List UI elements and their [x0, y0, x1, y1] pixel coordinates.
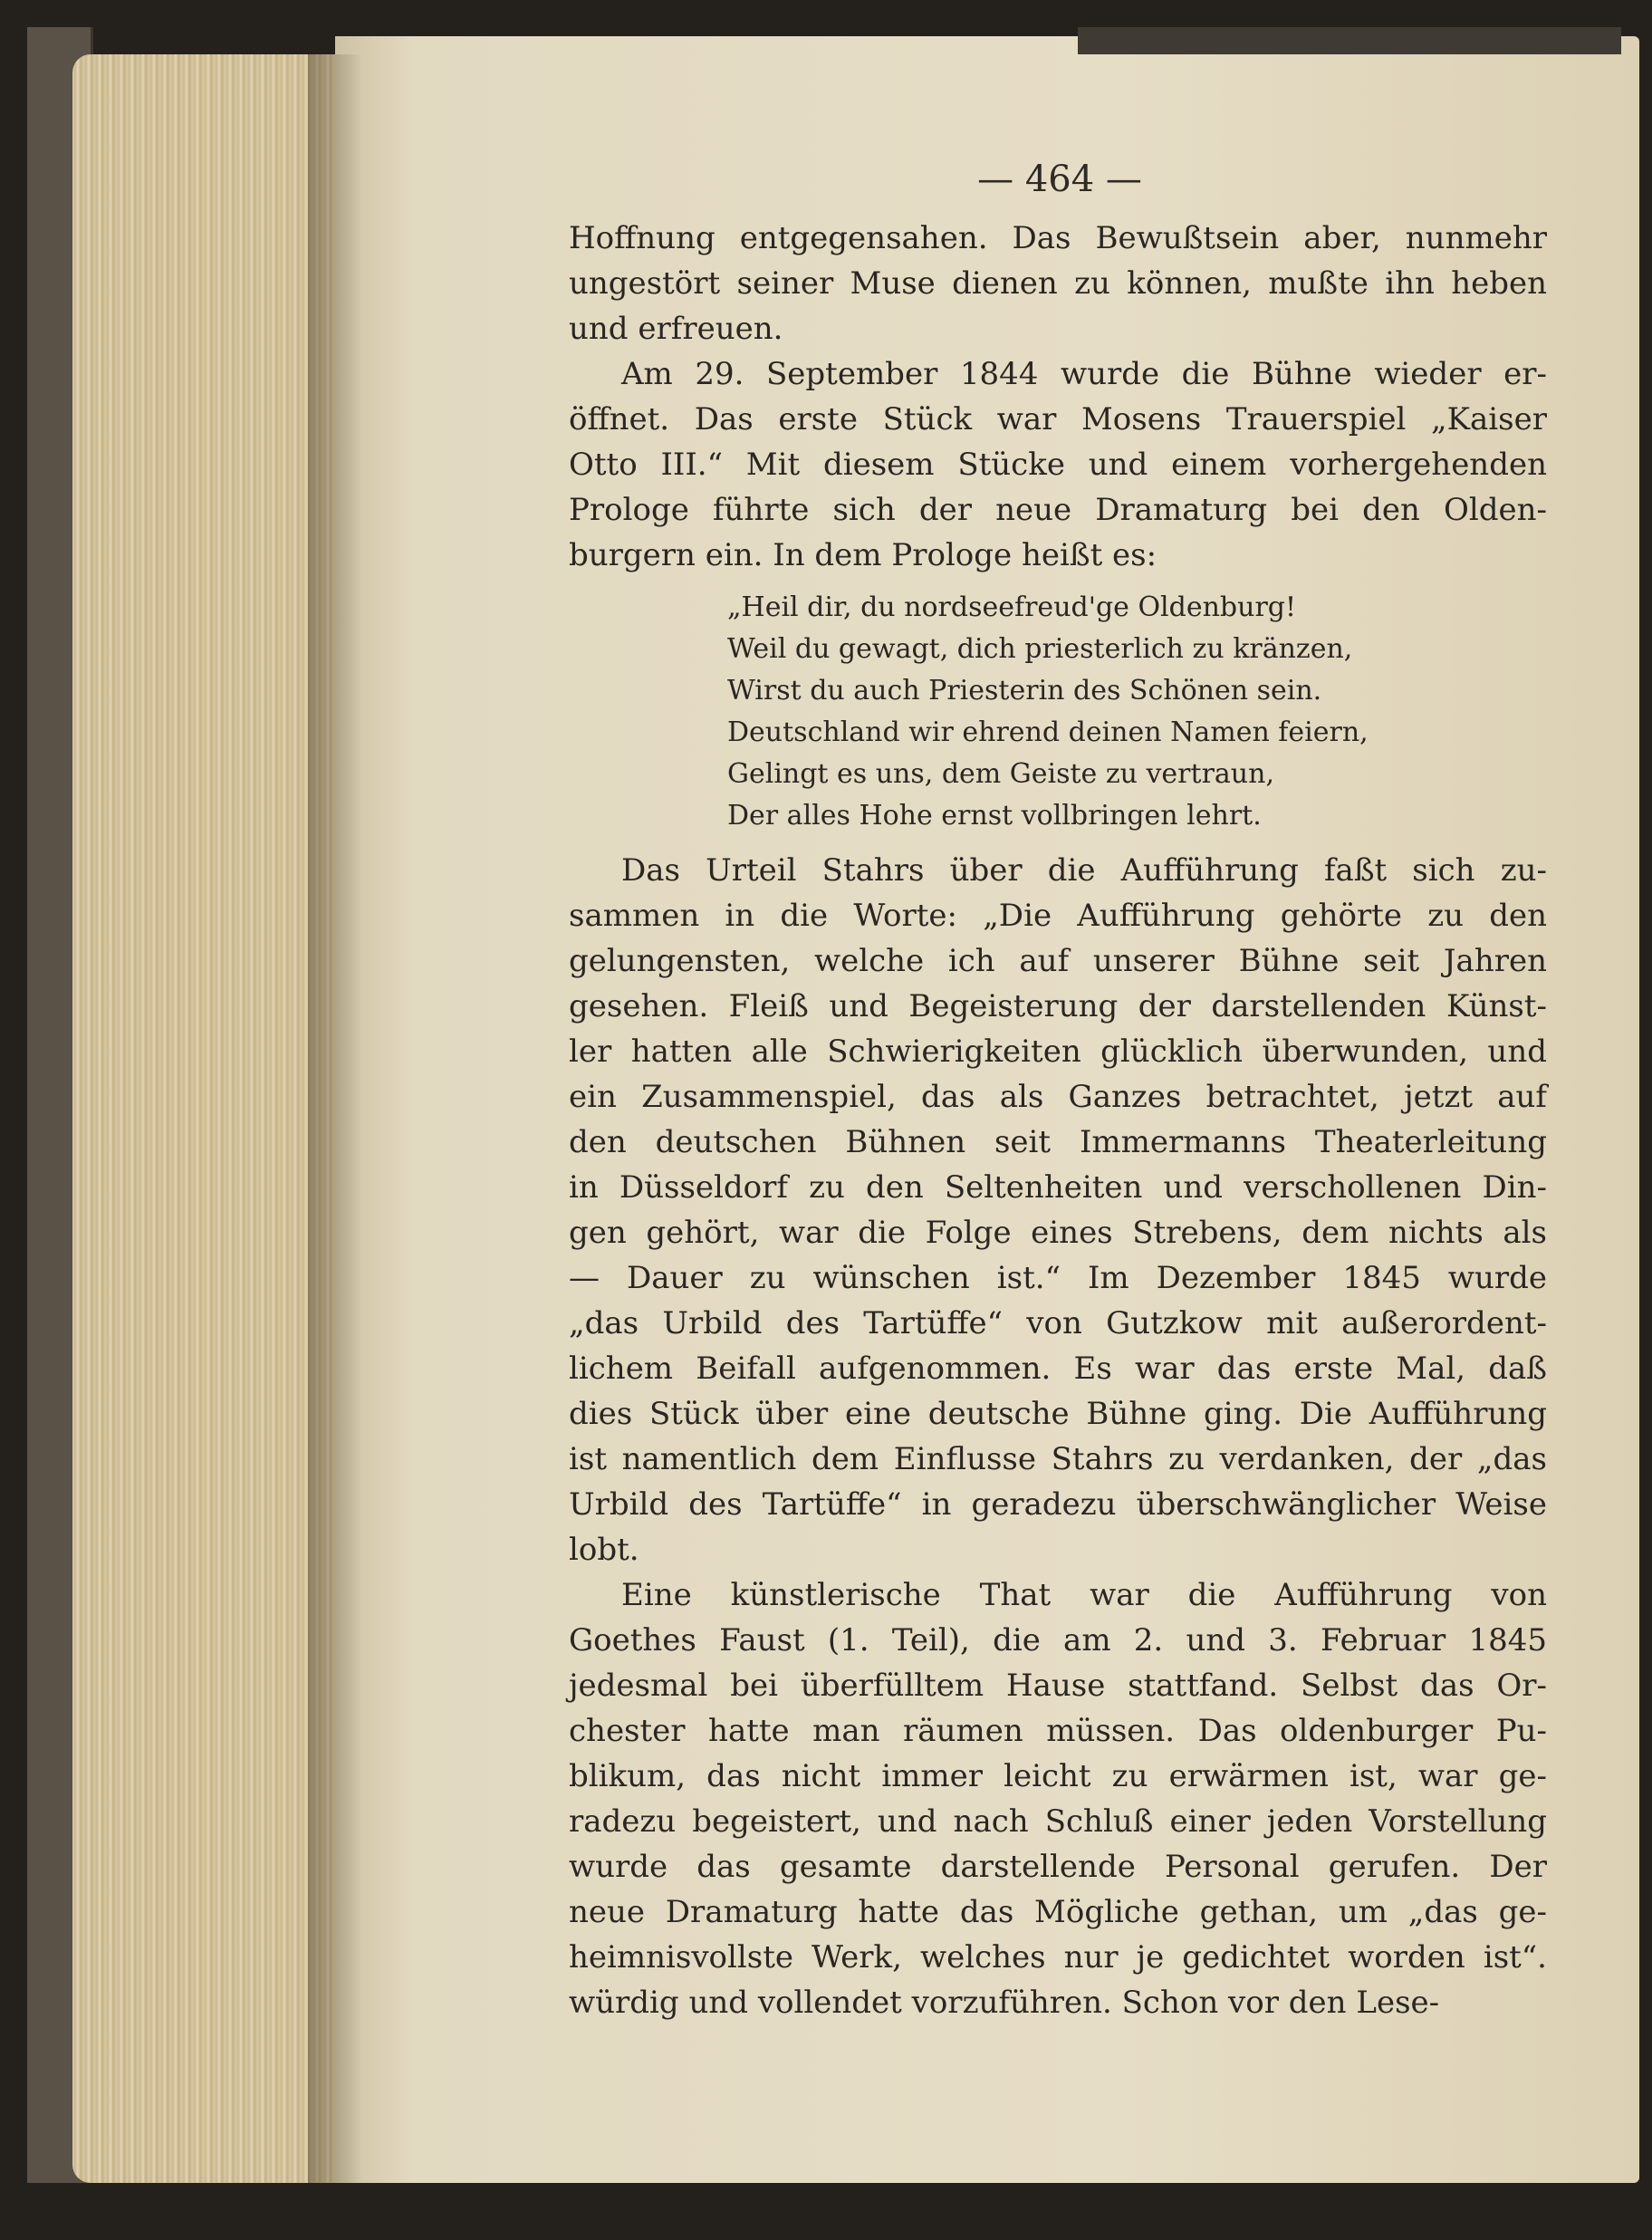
verse-block	[727, 587, 1547, 837]
text-line: und erfreuen.	[569, 311, 783, 347]
verse-line: „Heil dir, du nordseefreud'ge Oldenburg!	[727, 591, 1297, 623]
text-line: neue Dramaturg hatte das Mögliche gethan, um „das ge-	[569, 1894, 1547, 1930]
paragraph	[569, 848, 1547, 1572]
text-line: ler hatten alle Schwierigkeiten glücklich überwunden, und	[569, 1033, 1547, 1070]
binding-strip	[1078, 27, 1621, 54]
text-line: heimnisvollste Werk, welches nur je gedichtet worden ist“.	[569, 1939, 1547, 1976]
text-line: gesehen. Fleiß und Begeisterung der darstellenden Künst-	[569, 988, 1547, 1024]
text-line: „das Urbild des Tartüffe“ von Gutzkow mit außerordent-	[569, 1305, 1547, 1341]
verse-line: Wirst du auch Priesterin des Schönen sein.	[727, 675, 1322, 707]
paragraph	[569, 1572, 1547, 2025]
verse-line: Deutschland wir ehrend deinen Namen feiern,	[727, 716, 1369, 748]
text-line: chester hatte man räumen müssen. Das oldenburger Pu-	[569, 1713, 1547, 1749]
page-number: — 464 —	[977, 159, 1142, 200]
page-body	[569, 216, 1547, 2025]
text-line: Goethes Faust (1. Teil), die am 2. und 3. Februar 1845	[569, 1622, 1547, 1658]
text-line: blikum, das nicht immer leicht zu erwärmen ist, war ge-	[569, 1758, 1547, 1794]
text-line: burgern ein. In dem Prologe heißt es:	[569, 537, 1157, 573]
text-line: dies Stück über eine deutsche Bühne ging. Die Aufführung	[569, 1396, 1547, 1432]
text-line: wurde das gesamte darstellende Personal gerufen. Der	[569, 1849, 1547, 1885]
text-line: Prologe führte sich der neue Dramaturg bei den Olden-	[569, 492, 1547, 528]
text-line: sammen in die Worte: „Die Aufführung gehörte zu den	[569, 898, 1547, 934]
text-line: Am 29. September 1844 wurde die Bühne wieder er-	[621, 356, 1547, 392]
text-line: Eine künstlerische That war die Aufführung von	[621, 1577, 1547, 1613]
verse-line: Weil du gewagt, dich priesterlich zu kränzen,	[727, 633, 1353, 665]
text-line: Das Urteil Stahrs über die Aufführung faßt sich zu-	[621, 852, 1547, 889]
text-line: ein Zusammenspiel, das als Ganzes betrachtet, jetzt auf	[569, 1079, 1547, 1115]
verse-line: Der alles Hohe ernst vollbringen lehrt.	[727, 800, 1262, 832]
text-line: gelungensten, welche ich auf unserer Bühne seit Jahren	[569, 943, 1547, 979]
spine-shadow	[308, 54, 362, 2183]
text-line: den deutschen Bühnen seit Immermanns Theaterleitung	[569, 1124, 1547, 1160]
text-line: — Dauer zu wünschen ist.“ Im Dezember 1845 wurde	[569, 1260, 1547, 1296]
paragraph	[569, 351, 1547, 578]
text-line: öffnet. Das erste Stück war Mosens Trauerspiel „Kaiser	[569, 401, 1547, 437]
text-line: Hoffnung entgegensahen. Das Bewußtsein aber, nunmehr	[569, 220, 1547, 256]
text-line: lobt.	[569, 1532, 639, 1568]
text-line: radezu begeistert, und nach Schluß einer jeden Vorstellung	[569, 1803, 1547, 1840]
text-line: in Düsseldorf zu den Seltenheiten und verschollenen Din-	[569, 1169, 1547, 1206]
text-line: ungestört seiner Muse dienen zu können, mußte ihn heben	[569, 265, 1547, 302]
text-line: würdig und vollendet vorzuführen. Schon vor den Lese-	[569, 1985, 1440, 2021]
page-block-edges	[72, 54, 344, 2183]
text-line: Urbild des Tartüffe“ in geradezu überschwänglicher Weise	[569, 1486, 1547, 1523]
text-line: Otto III.“ Mit diesem Stücke und einem vorhergehenden	[569, 447, 1547, 483]
text-line: ist namentlich dem Einflusse Stahrs zu verdanken, der „das	[569, 1441, 1547, 1477]
text-line: gen gehört, war die Folge eines Strebens, dem nichts als	[569, 1215, 1547, 1251]
text-line: lichem Beifall aufgenommen. Es war das erste Mal, daß	[569, 1351, 1547, 1387]
paragraph	[569, 216, 1547, 351]
text-line: jedesmal bei überfülltem Hause stattfand. Selbst das Or-	[569, 1668, 1547, 1704]
verse-line: Gelingt es uns, dem Geiste zu vertraun,	[727, 758, 1274, 790]
